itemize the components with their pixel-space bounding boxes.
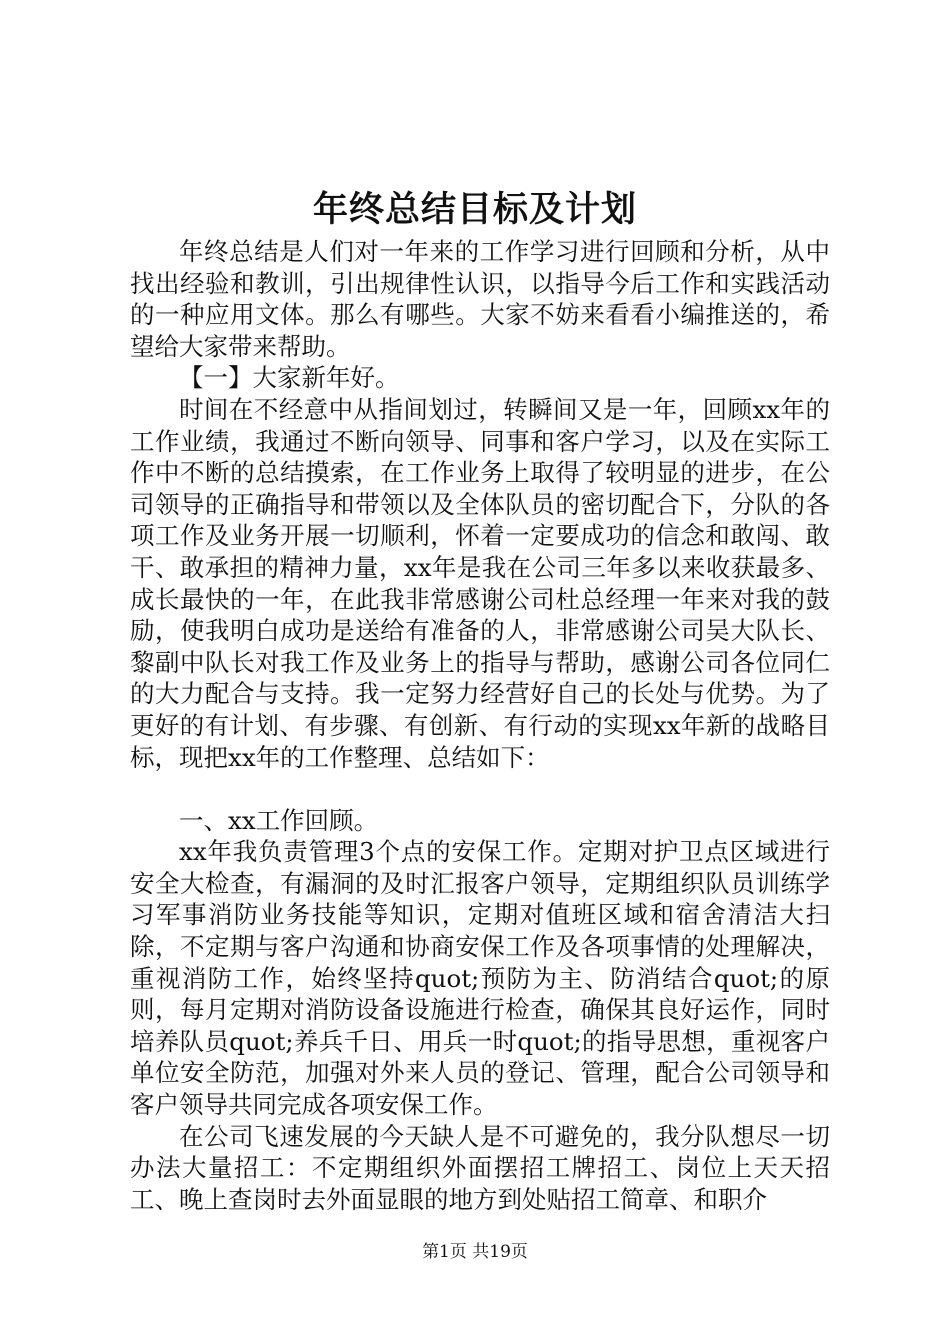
- paragraph-section-heading: 【一】大家新年好。: [179, 363, 400, 393]
- document-body: [130, 236, 830, 1215]
- page-number-footer: 第1页 共19页: [422, 1242, 528, 1262]
- paragraph-intro: 年终总结是人们对一年来的工作学习进行回顾和分析，从中找出经验和教训，引出规律性认识，以指导今后工作和实践活动的一种应用文体。那么有哪些。大家不妨来看看小编推送的，希望给大家带来帮助。: [130, 237, 830, 361]
- paragraph-recruitment: 在公司飞速发展的今天缺人是不可避免的，我分队想尽一切办法大量招工：不定期组织外面摆招工牌招工、岗位上天天招工、晚上查岗时去外面显眼的地方到处贴招工简章、和职介: [130, 1121, 830, 1214]
- paragraph-review: 时间在不经意中从指间划过，转瞬间又是一年，回顾xx年的工作业绩，我通过不断向领导、同事和客户学习，以及在实际工作中不断的总结摸索，在工作业务上取得了较明显的进步，在公司领导的正确指导和带领以及全体队员的密切配合下，分队的各项工作及业务开展一切顺利，怀着一定要成功的信念和敢闯、敢干、敢承担的精神力量，xx年是我在公司三年多以来收获最多、成长最快的一年，在此我非常感谢公司杜总经理一年来对我的鼓励，使我明白成功是送给有准备的人，非常感谢公司吴大队长、黎副中队长对我工作及业务上的指导与帮助，感谢公司各位同仁的大力配合与支持。我一定努力经营好自己的长处与优势。为了更好的有计划、有步骤、有创新、有行动的实现xx年新的战略目标，现把xx年的工作整理、总结如下：: [130, 394, 830, 772]
- paragraph-security-work: xx年我负责管理3个点的安保工作。定期对护卫点区域进行安全大检查，有漏洞的及时汇报客户领导，定期组织队员训练学习军事消防业务技能等知识，定期对值班区域和宿舍清洁大扫除，不定期与客户沟通和协商安保工作及各项事情的处理解决，重视消防工作，始终坚持quot;预防为主、防消结合quot;的原则，每月定期对消防设备设施进行检查，确保其良好运作，同时培养队员quot;养兵千日、用兵一时quot;的指导思想，重视客户单位安全防范，加强对外来人员的登记、管理，配合公司领导和客户领导共同完成各项安保工作。: [130, 837, 830, 1120]
- paragraph-work-review-heading: 一、xx工作回顾。: [179, 805, 379, 835]
- document-title: 年终总结目标及计划: [312, 189, 637, 230]
